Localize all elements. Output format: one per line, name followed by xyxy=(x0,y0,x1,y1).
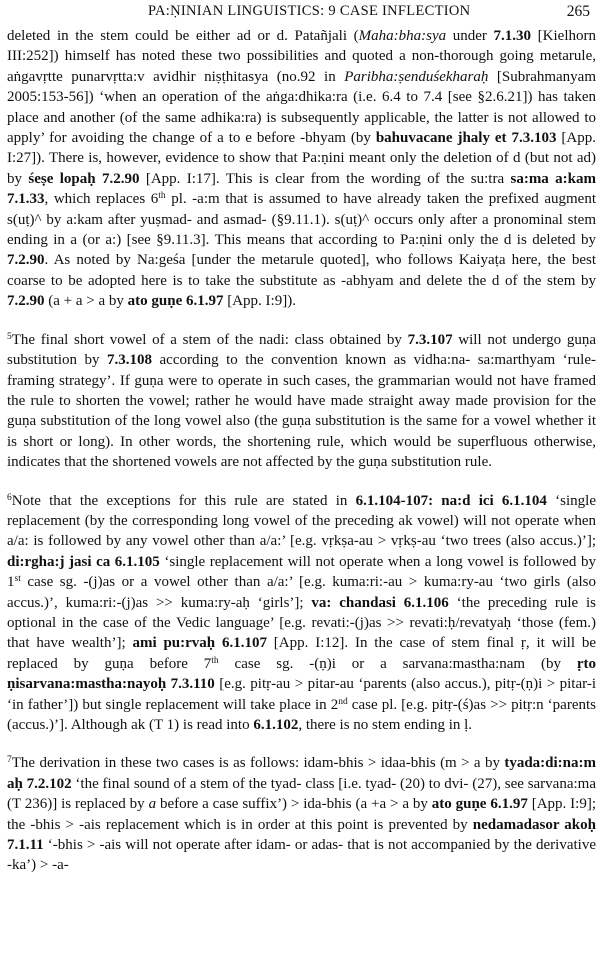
text-run: [App. I:9]; the -bhis > -ais replacement which is in order at this point is prevented by xyxy=(7,796,596,833)
bold-run: bahuvacane jhaly et 7.3.103 xyxy=(375,130,557,147)
superscript: 7 xyxy=(7,755,12,766)
bold-run: va: chandasi 6.1.106 xyxy=(311,594,449,611)
text-run: deleted in the stem could be either ad or d. Patañjali ( xyxy=(7,28,359,44)
bold-run: 7.1.30 xyxy=(493,28,532,44)
text-run: (a + a > a by xyxy=(44,293,128,310)
text-run: ‘the final sound of a stem of the tyad- class [i.e. tyad- (20) to dvi- (27), see sarvana:ma (T 236)] is replaced by xyxy=(7,775,596,813)
text-run: The final short vowel of a stem of the nadi: class obtained by xyxy=(11,331,408,348)
text-run: The derivation in these two cases is as follows: idam-bhis > idaa-bhis (m > a by xyxy=(11,755,505,772)
bold-run: ato guṇe xyxy=(127,293,183,310)
text-run: ‘-bhis > -ais will not operate after idam- or adas- that is not accompanied by the derivative -ka’) > -a- xyxy=(7,837,596,874)
continued-footnote xyxy=(7,26,596,312)
text-run: pl. -a:m that is assumed to have already taken the prefixed augment s(uṭ)^ by a:kam after yuṣmad- and asmad- (§9.11.1). s(uṭ)^ occurs only after a pronominal stem ending in a (or a:) [see §9.11.3]. This means that according to Pa:ṇini only the d is deleted by xyxy=(7,191,596,249)
text-run: Note that the exceptions for this rule are stated in xyxy=(11,492,356,509)
bold-run: ami pu:rvaḥ 6.1.107 xyxy=(132,635,267,652)
text-run: . As noted by Na:geśa [under the metarule quoted], who follows Kaiyaṭa here, the best coarse to be adopted here is to take the substitute as -abhyam and delete the d of the stem by xyxy=(7,252,596,289)
text-run: before a case suffix’) > ida-bhis (a +a > a by xyxy=(156,796,432,813)
text-run: [App. I:27]). There is, however, evidence to show that Pa:ṇini meant only the deletion of d (but not ad) by xyxy=(7,130,596,187)
superscript: nd xyxy=(338,696,348,707)
running-header xyxy=(0,3,600,23)
bold-run: 7.2.90 xyxy=(7,293,45,310)
footnote-6 xyxy=(7,491,596,736)
bold-run: ato guṇe 6.1.97 xyxy=(431,796,528,813)
running-title: PA:ṆINIAN LINGUISTICS: 9 CASE INFLECTION xyxy=(148,3,471,19)
bold-run: tyada:di:na:m aḥ 7.2.102 xyxy=(7,755,596,792)
italic-run: a xyxy=(148,796,157,813)
bold-run: śeṣe lopaḥ 7.2.90 xyxy=(28,170,140,187)
text-run: [App. I:17]. This is clear from the wording of the su:tra xyxy=(139,170,511,187)
text-run: [Kielhorn III:252]) himself has noted these two possibilities and quoted a non-thorough going metarule, aṅgavṛtte punarvṛtta:v avidhir niṣṭhitasya (no.92 in xyxy=(7,28,596,85)
text-run: [e.g. pitṛ-au > pitar-au ‘parents (also accus.), pitṛ-(ṇ)i > pitar-i ‘in father’]) but single replacement will take place in 2 xyxy=(7,676,596,713)
footnote-5 xyxy=(7,330,596,473)
bold-run: 7.3.108 xyxy=(107,352,153,369)
text-run: according to the convention known as vidha:na- sa:marthyam ‘rule-framing strategy’. If guṇa were to operate in such cases, the grammarian would not have framed the rule to shorten the vowel; rather he would have made straight away made provision for the guṇa substitution of the long vowel also (the guṇa substitution is the same for a vowel whether it is short or long). In other words, the shortening rule, which would be superfluous otherwise, indicates that the shortened vowels are not affected by the guṇa substitution rule. xyxy=(7,352,597,471)
text-run: [App. I:12]. In the case of stem final ṛ, it will be replaced by guṇa before 7 xyxy=(7,635,596,672)
text-run: , there is no stem ending in ḷ. xyxy=(298,717,473,733)
bold-run: 6.1.102 xyxy=(253,717,299,733)
superscript: th xyxy=(158,191,166,202)
bold-run: nedamadasor akoḥ 7.1.11 xyxy=(7,816,596,854)
text-run: under xyxy=(446,28,494,44)
page-body xyxy=(7,26,596,876)
text-run: , which replaces 6 xyxy=(44,191,159,208)
superscript: th xyxy=(211,655,219,666)
bold-run: 6.1.97 xyxy=(185,293,224,310)
bold-run: 6.1.104-107: na:d ici 6.1.104 xyxy=(355,492,547,509)
page-number: 265 xyxy=(566,3,590,20)
superscript: 5 xyxy=(7,331,12,342)
text-run: ‘single replacement will not operate when a long vowel is followed by 1 xyxy=(7,553,596,591)
text-run: [Subrahmanyam 2005:153-56]) ‘when an operation of the aṅga:dhika:ra (i.e. 6.4 to 7.4 [see §2.6.21]) has taken place and another (of the same adhika:ra) is subsequently applicable, the latter is not allowed to apply’ for avoiding the change of a to e before -bhyam (by xyxy=(7,68,597,147)
italic-run: Paribha:ṣenduśekharaḥ xyxy=(344,68,489,85)
text-run: will not undergo guṇa substitution by xyxy=(7,331,596,369)
text-run: ‘single replacement (by the corresponding long vowel of the preceding ak vowel) will not operate when a/a: is followed by any vowel other than a/a:’ [e.g. vṛkṣa-au > vṛkṣ-au ‘two trees (also accus.)’]; xyxy=(7,492,596,550)
italic-run: Maha:bha:sya xyxy=(358,28,447,44)
bold-run: 7.2.90 xyxy=(7,252,45,269)
text-run: case sg. -(ṇ)i or a sarvana:mastha:nam (by xyxy=(218,655,577,672)
superscript: 6 xyxy=(7,492,12,503)
footnote-7 xyxy=(7,753,596,875)
text-run: [App. I:9]). xyxy=(223,293,296,310)
bold-run: 7.3.107 xyxy=(407,331,453,348)
text-run: ‘the preceding rule is optional in the case of the Vedic language’ [e.g. revati:-(j)as >> revati:ḥ/revatyaḥ ‘those (fem.) that have wealth’]; xyxy=(7,594,597,652)
bold-run: sa:ma a:kam 7.1.33 xyxy=(7,170,597,208)
bold-run: di:rgha:j jasi ca 6.1.105 xyxy=(7,553,160,570)
text-run: case pl. [e.g. pitṛ-(ś)as >> pitṛ:n ‘parents (accus.)’]. Although ak (T 1) is read into xyxy=(7,696,596,733)
bold-run: ṛto ṇisarvana:mastha:nayoḥ 7.3.110 xyxy=(7,655,597,693)
superscript: st xyxy=(14,574,21,585)
text-run: case sg. -(j)as or a vowel other than a/a:’ [e.g. kuma:ri:-au > kuma:ry-au ‘two girls (also accus.)’, kuma:ri:-(j)as >> kuma:ry-aḥ ‘girls’]; xyxy=(7,574,596,611)
